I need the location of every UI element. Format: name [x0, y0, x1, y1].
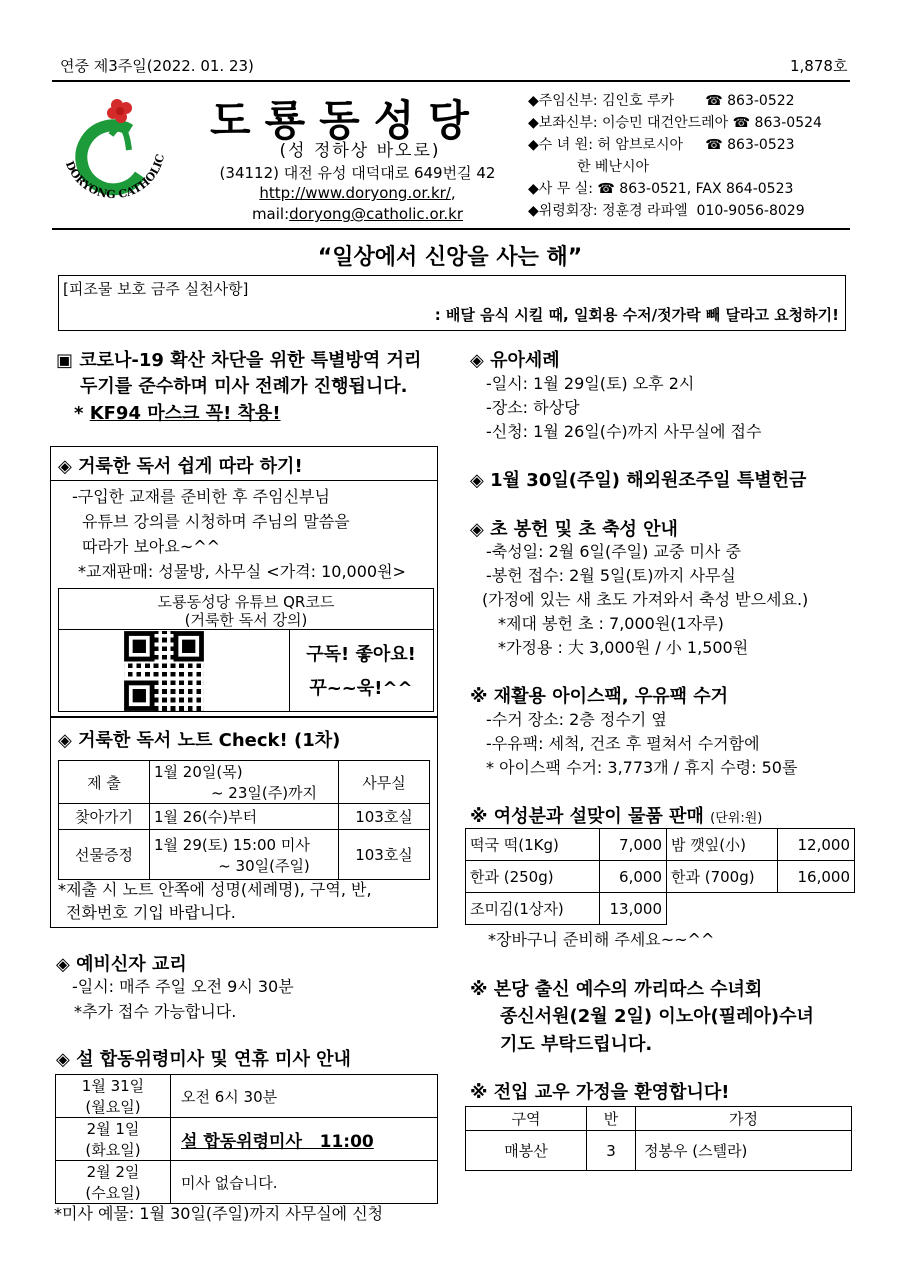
table-row	[56, 1118, 438, 1161]
reading-line-1: -구입한 교재를 준비한 후 주임신부님	[72, 487, 330, 506]
table-row	[59, 830, 430, 880]
prayer-line-1: ※ 본당 출신 예수의 까리따스 수녀회	[470, 979, 763, 1000]
recycle-title: ※ 재활용 아이스팩, 우유팩 수거	[470, 686, 729, 707]
church-logo-icon	[55, 95, 170, 215]
row-label: 제 출	[59, 761, 150, 804]
qr-cell	[59, 629, 290, 712]
mail-label: mail:	[251, 205, 290, 223]
lunar-date-1: 1월 31일	[81, 1077, 145, 1095]
qr-title-1: 도룡동성당 유튜브 QR코드	[157, 593, 335, 611]
welcome-table	[465, 1106, 852, 1171]
candles-line-5: *가정용 : 大 3,000원 / 小 1,500원	[498, 638, 749, 657]
header-family: 가정	[636, 1107, 852, 1131]
contact-convent-2: 한 베난시아	[528, 159, 650, 175]
row-place: 사무실	[339, 761, 430, 804]
row-date1: 1월 26(수)부터	[150, 804, 339, 830]
note-check-title: ◈ 거룩한 독서 노트 Check! (1차)	[58, 730, 341, 751]
mail-link[interactable]: doryong@catholic.or.kr	[289, 205, 464, 223]
address: (34112) 대전 유성 대덕대로 649번길 42	[219, 164, 496, 182]
reading-line-3: 따라가 보아요~^^	[82, 537, 221, 556]
note-check-note-2: 전화번호 기입 바랍니다.	[66, 903, 236, 922]
subscribe-2: 꾸~~욱!^^	[309, 678, 413, 699]
sale-item-price: 7,000	[600, 829, 667, 861]
covid-bullet: *	[74, 403, 90, 424]
subscribe-1: 구독! 좋아요!	[306, 644, 416, 665]
row-label: 찾아가기	[59, 804, 150, 830]
website-comma: ,	[450, 184, 456, 202]
row-date1: 1월 20일(목)	[154, 763, 243, 781]
recycle-line-2: -우유팩: 세척, 건조 후 펼쳐서 수거함에	[486, 734, 760, 753]
sale-item-name: 밤 깻잎(小)	[667, 829, 778, 861]
table-row	[56, 1161, 438, 1204]
lunar-day-3: (수요일)	[85, 1184, 141, 1202]
reading-title: ◈ 거룩한 독서 쉽게 따라 하기!	[58, 456, 303, 477]
sale-table	[465, 828, 855, 925]
sale-item-price: 12,000	[778, 829, 855, 861]
catechumen-title: ◈ 예비신자 교리	[56, 954, 187, 975]
lunar-day-1: (월요일)	[85, 1098, 141, 1116]
sale-item-name: 조미김(1상자)	[466, 893, 600, 925]
table-header	[466, 1107, 852, 1131]
protection-box	[58, 275, 846, 331]
contact-list	[528, 90, 822, 222]
catechumen-line-1: -일시: 매주 주일 오전 9시 30분	[72, 977, 294, 996]
recycle-line-1: -수거 장소: 2층 정수기 옆	[486, 710, 667, 729]
table-row	[56, 1075, 438, 1118]
qr-code-icon[interactable]	[124, 631, 204, 711]
infant-baptism-title: ◈ 유아세례	[470, 350, 560, 371]
infant-line-2: -장소: 하상당	[486, 398, 580, 417]
recycle-line-3: * 아이스팩 수거: 3,773개 / 휴지 수령: 50롤	[486, 758, 798, 777]
lunar-date-3: 2월 2일	[86, 1163, 140, 1181]
protection-text: : 배달 음식 시킬 때, 일회용 수저/젓가락 빼 달라고 요청하기!	[434, 306, 839, 324]
patron: (성 정하상 바오로)	[279, 141, 441, 161]
date-line: 연중 제3주일(2022. 01. 23)	[60, 57, 254, 75]
contact-assistant: ◆보좌신부: 이승민 대건안드레아 ☎ 863-0524	[528, 115, 822, 131]
lunar-title: ◈ 설 합동위령미사 및 연휴 미사 안내	[56, 1049, 351, 1070]
contact-convent: ◆수 녀 원: 허 암브로시아 ☎ 863-0523	[528, 137, 795, 153]
sale-item-name: 한과 (250g)	[466, 861, 600, 893]
qr-box	[58, 588, 434, 712]
table-row	[466, 893, 855, 925]
lunar-note: *미사 예물: 1월 30일(주일)까지 사무실에 신청	[54, 1204, 384, 1223]
infant-line-1: -일시: 1월 29일(토) 오후 2시	[486, 374, 695, 393]
slogan: “일상에서 신앙을 사는 해”	[317, 245, 583, 270]
covid-line2: 두기를 준수하며 미사 전례가 진행됩니다.	[80, 376, 408, 397]
header-area: 구역	[466, 1107, 587, 1131]
header-ban: 반	[587, 1107, 636, 1131]
row-date2: ~ 23일(주)까지	[210, 784, 318, 802]
issue-number: 1,878호	[790, 57, 848, 75]
row-place: 103호실	[339, 830, 430, 880]
welcome-family: 정봉우 (스텔라)	[636, 1131, 852, 1171]
sale-item-price: 16,000	[778, 861, 855, 893]
logo-text: DORYONG CATHOLIC	[62, 152, 168, 202]
welcome-area: 매봉산	[466, 1131, 587, 1171]
reading-rule	[50, 480, 438, 481]
sale-item-name: 떡국 떡(1Kg)	[466, 829, 600, 861]
lunar-table	[55, 1074, 438, 1204]
row-date1: 1월 29(토) 15:00 미사	[154, 835, 310, 854]
header-rule-bottom	[52, 228, 850, 230]
sale-unit: (단위:원)	[710, 811, 763, 826]
note-check-note-1: *제출 시 노트 안쪽에 성명(세례명), 구역, 반,	[58, 880, 372, 899]
welcome-title: ※ 전입 교우 가정을 환영합니다!	[470, 1082, 730, 1103]
contact-memorial: ◆위령회장: 정훈경 라파엘 010-9056-8029	[528, 203, 805, 219]
candles-line-1: -축성일: 2월 6일(주일) 교중 미사 중	[486, 542, 741, 561]
table-row	[466, 829, 855, 861]
contact-pastor: ◆주임신부: 김인호 루카 ☎ 863-0522	[528, 93, 795, 109]
header-rule	[52, 80, 850, 82]
table-row	[59, 761, 430, 804]
row-place: 103호실	[339, 804, 430, 830]
protection-title: [피조물 보호 금주 실천사항]	[63, 280, 249, 298]
covid-line1: ▣ 코로나-19 확산 차단을 위한 특별방역 거리	[56, 350, 422, 371]
lunar-text-3: 미사 없습니다.	[171, 1161, 438, 1204]
candles-line-4: *제대 봉헌 초 : 7,000원(1자루)	[498, 614, 724, 633]
lunar-text-1: 오전 6시 30분	[171, 1075, 438, 1118]
infant-line-3: -신청: 1월 26일(수)까지 사무실에 접수	[486, 422, 762, 441]
catechumen-line-2: *추가 접수 가능합니다.	[74, 1002, 237, 1021]
mission-title: ◈ 1월 30일(주일) 해외원조주일 특별헌금	[470, 470, 807, 491]
table-row	[59, 804, 430, 830]
sale-note: *장바구니 준비해 주세요~~^^	[488, 930, 715, 949]
candles-line-2: -봉헌 접수: 2월 5일(토)까지 사무실	[486, 566, 736, 585]
reading-line-4: *교재판매: 성물방, 사무실 <가격: 10,000원>	[78, 562, 406, 581]
sale-item-price: 13,000	[600, 893, 667, 925]
website-link[interactable]: http://www.doryong.or.kr/	[259, 184, 451, 202]
prayer-line-2: 종신서원(2월 2일) 이노아(필레아)수녀	[500, 1006, 814, 1027]
lunar-text-2: 설 합동위령미사 11:00	[171, 1118, 438, 1161]
sale-item-price: 6,000	[600, 861, 667, 893]
covid-mask: KF94 마스크 꼭! 착용!	[89, 403, 281, 424]
table-row	[466, 1131, 852, 1171]
welcome-ban: 3	[587, 1131, 636, 1171]
sale-item-name: 한과 (700g)	[667, 861, 778, 893]
row-date2: ~ 30일(주일)	[218, 856, 310, 875]
qr-title-2: (거룩한 독서 강의)	[184, 611, 308, 629]
sale-title: ※ 여성분과 설맞이 물품 판매	[470, 806, 704, 827]
church-name: 도룡동성당	[210, 96, 483, 145]
subscribe-cell	[289, 629, 433, 712]
candles-line-3: (가정에 있는 새 초도 가져와서 축성 받으세요.)	[482, 590, 809, 609]
reading-line-2: 유튜브 강의를 시청하며 주님의 말씀을	[82, 512, 350, 531]
note-check-table	[58, 760, 430, 880]
candles-title: ◈ 초 봉헌 및 초 축성 안내	[470, 519, 678, 540]
table-row	[466, 861, 855, 893]
contact-office: ◆사 무 실: ☎ 863-0521, FAX 864-0523	[528, 181, 794, 197]
prayer-line-3: 기도 부탁드립니다.	[500, 1034, 653, 1055]
lunar-date-2: 2월 1일	[86, 1120, 140, 1138]
row-label: 선물증정	[59, 830, 150, 880]
lunar-day-2: (화요일)	[85, 1141, 141, 1159]
